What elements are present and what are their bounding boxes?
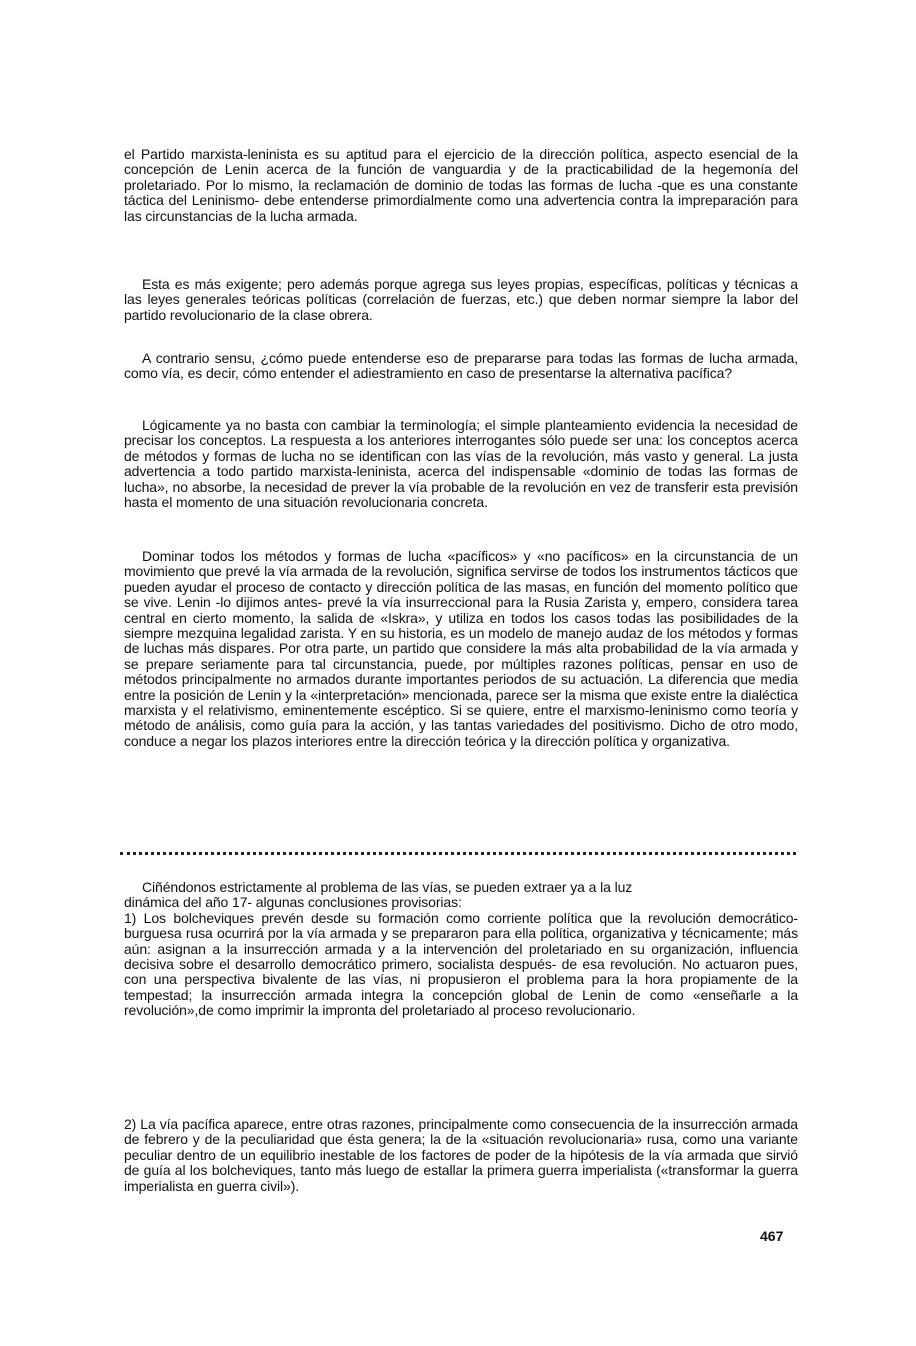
paragraph-contrario-sensu: A contrario sensu, ¿cómo puede entenderse eso de prepararse para todas las formas de lucha armada, como vía, es decir, cómo entender el adiestramiento en caso de presentarse la alternativa pacífica? <box>124 350 798 382</box>
dotted-divider <box>120 852 796 855</box>
paragraph-logicamente: Lógicamente ya no basta con cambiar la terminología; el simple planteamiento evidencia la necesidad de precisar los conceptos. La respuesta a los anteriores interrogantes sólo puede ser una: los conceptos acerca de métodos y formas de lucha no se identifican con las vías de la revolución, más vasto y general. La justa advertencia a todo partido marxista-leninista, acerca del indispensable «dominio de todas las formas de lucha», no absorbe, la necesidad de prever la vía probable de la revolución en vez de transferir esta previsión hasta el momento de una situación revolucionaria concreta. <box>124 417 798 511</box>
conclusions-intro-line-1: Ciñéndonos estrictamente al problema de las vías, se pueden extraer ya a la luz <box>142 879 633 895</box>
conclusion-item-2: 2) La vía pacífica aparece, entre otras razones, principalmente como consecuencia de la insurrección armada de febrero y de la peculiaridad que ésta genera; la de la «situación revolucionaria» rusa, como una variante peculiar dentro de un equilibrio inestable de los factores de poder de la hipótesis de la vía armada que sirvió de guía al los bolcheviques, tanto más luego de estallar la primera guerra imperialista («transformar la guerra imperialista en guerra civil»). <box>124 1116 798 1194</box>
paragraph-dominar: Dominar todos los métodos y formas de lucha «pacíficos» y «no pacíficos» en la circunstancia de un movimiento que prevé la vía armada de la revolución, significa servirse de todos los instrumentos tácticos que pueden ayudar el proceso de contacto y dirección política de las masas, en función del momento político que se vive. Lenin -lo dijimos antes- prevé la vía insurreccional para la Rusia Zarista y, empero, considera tarea central en cierto momento, la salida de «Iskra», y utiliza en todos los casos todas las posibilidades de la siempre mezquina legalidad zarista. Y en su historia, es un modelo de manejo audaz de los métodos y formas de luchas más dispares. Por otra parte, un partido que considere la más alta probabilidad de la vía armada y se prepare seriamente para tal circunstancia, puede, por múltiples razones políticas, pensar en uso de métodos principalmente no armados durante importantes periodos de su actuación. La diferencia que media entre la posición de Lenin y la «interpretación» mencionada, parece ser la misma que existe entre la dialéctica marxista y el relativismo, eminentemente escéptico. Si se quiere, entre el marxismo-leninismo como teoría y método de análisis, como guía para la acción, y las tantas variedades del positivismo. Dicho de otro modo, conduce a negar los plazos interiores entre la dirección teórica y la dirección política y organizativa. <box>124 548 798 749</box>
conclusion-item-1: 1) Los bolcheviques prevén desde su formación como corriente política que la revolución democrático-burguesa rusa ocurrirá por la vía armada y se prepararon para ella política, organizativa y técnicamente; más aún: asignan a la insurrección armada y a la intervención del proletariado en su organización, influencia decisiva sobre el desarrollo democrático primero, socialista después- de esa revolución. No actuaron pues, con una perspectiva bivalente de las vías, ni propusieron el problema para la hora propiamente de la tempestad; la insurrección armada integra la concepción global de Lenin de como «enseñarle a la revolución»,de como imprimir la impronta del proletariado al proceso revolucionario. <box>124 909 798 1019</box>
paragraph-vanguard: el Partido marxista-leninista es su aptitud para el ejercicio de la dirección política, aspecto esencial de la concepción de Lenin acerca de la función de vanguardia y de la practicabilidad de la hegemonía del proletariado. Por lo mismo, la reclamación de dominio de todas las formas de lucha -que es una constante táctica del Leninismo- debe entenderse primordialmente como una advertencia contra la impreparación para las circunstancias de la lucha armada. <box>124 146 798 224</box>
conclusions-section <box>124 880 798 1019</box>
conclusions-intro-line-2: dinámica del año 17- algunas conclusiones provisorias: <box>124 894 462 911</box>
paragraph-exigente: Esta es más exigente; pero además porque agrega sus leyes propias, específicas, políticas y técnicas a las leyes generales teóricas políticas (correlación de fuerzas, etc.) que deben normar siempre la labor del partido revolucionario de la clase obrera. <box>124 276 798 323</box>
page-number: 467 <box>760 1228 784 1244</box>
